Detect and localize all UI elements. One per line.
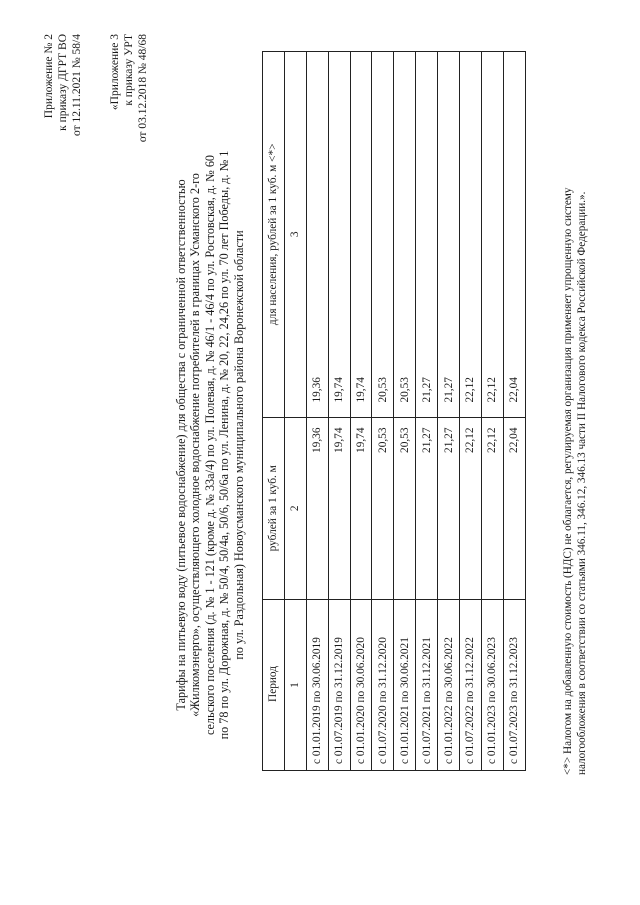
period-cell: с 01.07.2020 по 31.12.2020: [372, 600, 394, 771]
column-number-row: [284, 52, 306, 771]
title-line: сельского поселения (д. № 1 - 121 (кроме д. № 33а/4) по ул. Полевая, д. № 46/1 - 46/4 по ул. Ростовская, д. № 60: [202, 154, 217, 736]
table-row: [438, 52, 460, 771]
table-row: [503, 52, 525, 771]
period-cell: с 01.01.2021 по 30.06.2021: [394, 600, 416, 771]
tariff-cell: 21,27: [416, 417, 438, 599]
table-row: [350, 52, 372, 771]
tariff-cell: 19,74: [350, 417, 372, 599]
tariff-cell: 21,27: [438, 417, 460, 599]
period-cell: с 01.07.2023 по 31.12.2023: [503, 600, 525, 771]
table-header-row: [263, 52, 285, 771]
population-tariff-cell: 19,36: [306, 52, 328, 418]
approval-line: Приложение № 2: [43, 34, 55, 119]
period-cell: с 01.01.2020 по 30.06.2020: [350, 600, 372, 771]
period-cell: с 01.01.2022 по 30.06.2022: [438, 600, 460, 771]
table-row: [306, 52, 328, 771]
column-number: 3: [284, 52, 306, 418]
table-row: [372, 52, 394, 771]
approval-line: от 03.12.2018 № 48/68: [137, 34, 149, 143]
title-line: «Жилкомэнерго», осуществляющего холодное водоснабжение потребителей в границах Усманского 2-го: [188, 173, 203, 717]
table-row: [481, 52, 503, 771]
approval-line: «Приложение 3: [109, 34, 121, 111]
population-tariff-cell: 20,53: [372, 52, 394, 418]
tariff-cell: 20,53: [372, 417, 394, 599]
table-row: [460, 52, 482, 771]
header-population-tariff: для населения, рублей за 1 куб. м <*>: [263, 52, 285, 418]
footnote-line: <*> Налогом на добавленную стоимость (НДС) не облагается, регулируемая организация применяет упрощенную систему: [562, 187, 574, 775]
tariff-cell: 19,74: [328, 417, 350, 599]
approval-block-order-urt: [108, 34, 150, 142]
population-tariff-cell: 22,12: [460, 52, 482, 418]
tariff-cell: 22,12: [481, 417, 503, 599]
population-tariff-cell: 22,04: [503, 52, 525, 418]
population-tariff-cell: 19,74: [350, 52, 372, 418]
footnote-line: налогообложения в соответствии со статьями 346.11, 346.12, 346.13 части II Налогового кодекса Российской Федерации.».: [575, 191, 588, 775]
tariff-cell: 22,12: [460, 417, 482, 599]
tax-footnote: [562, 45, 589, 775]
approval-line: к приказу УРТ: [123, 34, 135, 106]
title-line: по ул. Раздольная) Новоусманского муниципального района Воронежской области: [231, 230, 246, 660]
column-number: 2: [284, 417, 306, 599]
period-cell: с 01.07.2022 по 31.12.2022: [460, 600, 482, 771]
tariff-cell: 22,04: [503, 417, 525, 599]
header-period: Период: [263, 600, 285, 771]
approval-block-order-dgrt: [42, 34, 84, 136]
header-tariff: рублей за 1 куб. м: [263, 417, 285, 599]
table-row: [394, 52, 416, 771]
document-title: [174, 125, 246, 765]
period-cell: с 01.07.2019 по 31.12.2019: [328, 600, 350, 771]
table-row: [328, 52, 350, 771]
tariff-cell: 20,53: [394, 417, 416, 599]
period-cell: с 01.07.2021 по 31.12.2021: [416, 600, 438, 771]
title-line: по 78 по ул. Дорожная, д. № 50/4, 50/4а, 50/6, 50/6а по ул. Ленина, д. № 20, 22, 24,26 по ул. 70 лет Победы, д. № 1: [217, 150, 232, 740]
tariff-cell: 19,36: [306, 417, 328, 599]
title-line: Тарифы на питьевую воду (питьевое водоснабжение) для общества с ограниченной ответственностью: [174, 179, 188, 711]
population-tariff-cell: 22,12: [481, 52, 503, 418]
period-cell: с 01.01.2023 по 30.06.2023: [481, 600, 503, 771]
population-tariff-cell: 21,27: [438, 52, 460, 418]
population-tariff-cell: 19,74: [328, 52, 350, 418]
period-cell: с 01.01.2019 по 30.06.2019: [306, 600, 328, 771]
approval-line: от 12.11.2021 № 58/4: [71, 34, 83, 136]
population-tariff-cell: 21,27: [416, 52, 438, 418]
approval-line: к приказу ДГРТ ВО: [57, 34, 69, 131]
tariff-table: [262, 51, 526, 771]
population-tariff-cell: 20,53: [394, 52, 416, 418]
table-row: [416, 52, 438, 771]
column-number: 1: [284, 600, 306, 771]
